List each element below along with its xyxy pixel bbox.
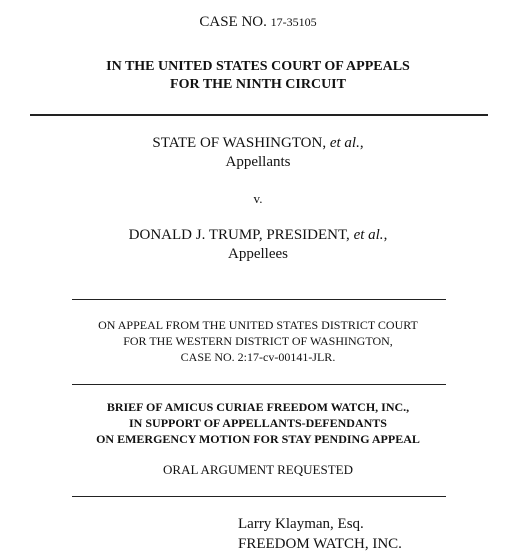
case-number [0, 14, 516, 31]
case-number-value: 17-35105 [270, 15, 317, 29]
appeal-line-2: FOR THE WESTERN DISTRICT OF WASHINGTON, [123, 334, 393, 348]
brief-title-line-2: IN SUPPORT OF APPELLANTS-DEFENDANTS [129, 416, 387, 430]
appeal-line-3: CASE NO. 2:17-cv-00141-JLR. [180, 350, 336, 364]
appellants-et-al: et al. [329, 135, 360, 151]
counsel-name: Larry Klayman, Esq. [238, 516, 364, 532]
appellees-et-al: et al. [353, 227, 384, 243]
caption-divider-top [72, 299, 446, 300]
appeal-line-1: ON APPEAL FROM THE UNITED STATES DISTRICT COURT [98, 318, 418, 332]
brief-title-line-3: ON EMERGENCY MOTION FOR STAY PENDING APPEAL [96, 432, 420, 446]
appellants-role: Appellants [225, 154, 291, 170]
versus: v. [253, 191, 263, 206]
caption-divider-bottom [72, 496, 446, 497]
brief-title-line-1: BRIEF OF AMICUS CURIAE FREEDOM WATCH, INC., [106, 400, 410, 414]
appellees-name [0, 226, 516, 245]
appellants-name-text: STATE OF WASHINGTON, [152, 135, 327, 151]
case-number-prefix: CASE NO. [199, 14, 267, 30]
appellees-name-text: DONALD J. TRUMP, PRESIDENT, [128, 227, 350, 243]
appellants-name [0, 134, 516, 153]
court-name-line-2: FOR THE NINTH CIRCUIT [170, 77, 346, 92]
counsel-organization: FREEDOM WATCH, INC. [238, 536, 402, 552]
header-divider [30, 114, 488, 116]
appellees-comma: , [383, 227, 388, 243]
appellees-role: Appellees [228, 246, 288, 262]
oral-argument-notice: ORAL ARGUMENT REQUESTED [163, 462, 353, 477]
appellants-comma: , [359, 135, 364, 151]
caption-divider-middle [72, 384, 446, 385]
court-name-line-1: IN THE UNITED STATES COURT OF APPEALS [106, 59, 410, 74]
